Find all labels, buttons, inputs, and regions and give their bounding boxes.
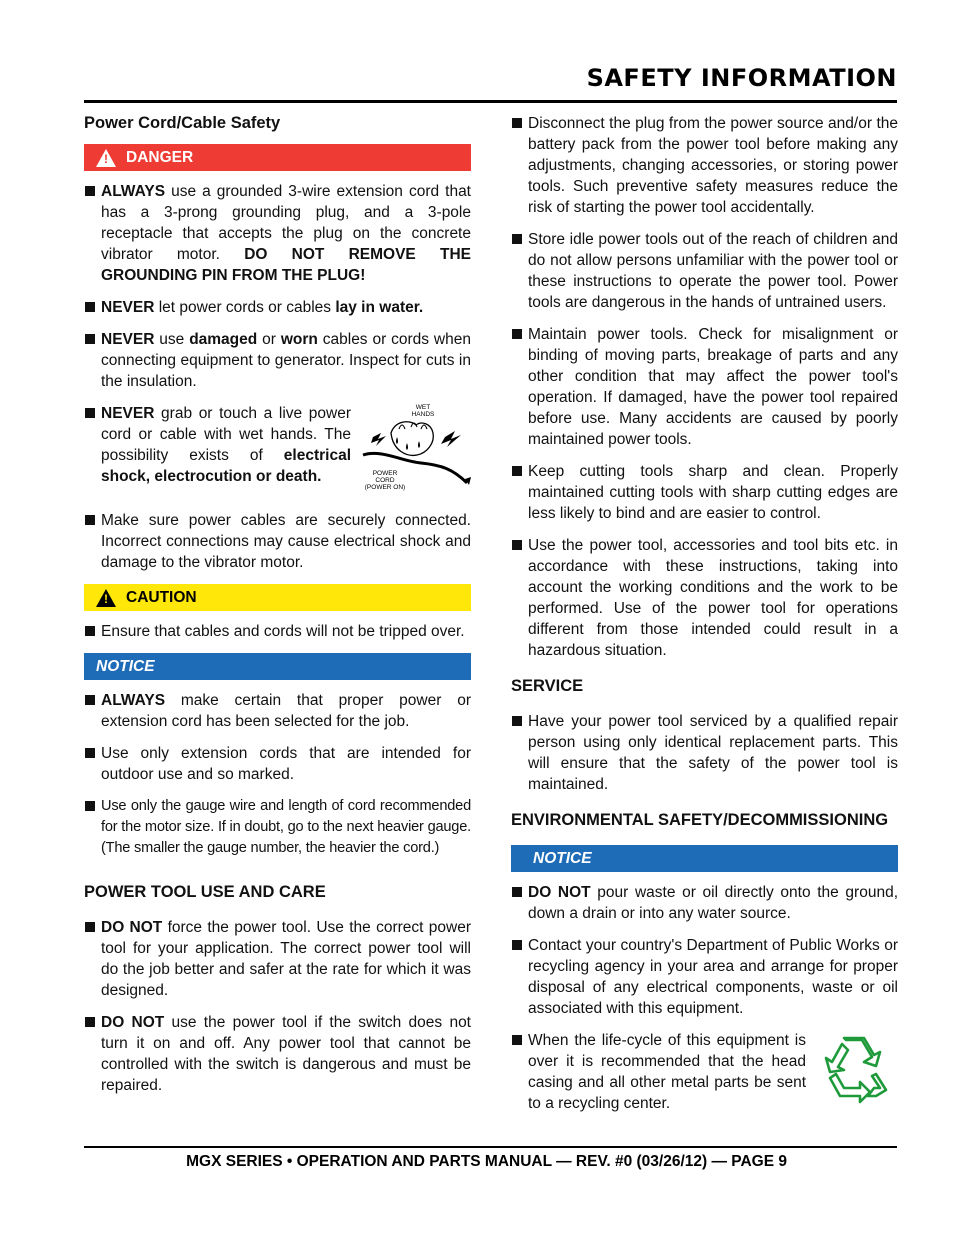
power-tool-heading: POWER TOOL USE AND CARE	[84, 883, 326, 901]
item-text: Keep cutting tools sharp and clean. Properly maintained cutting tools with sharp cutting edges are less likely to bind and are easier to control.	[528, 463, 898, 522]
item-text: or	[257, 331, 281, 348]
item-text: make certain that proper power or extension cord has been selected for the job.	[101, 692, 471, 730]
emphasis-text: NEVER	[101, 331, 155, 348]
bullet-square-icon	[512, 940, 522, 950]
item-text: let power cords or cables	[154, 299, 336, 316]
bullet-square-icon	[512, 1035, 522, 1045]
bullet-square-icon	[85, 408, 95, 418]
list-item	[84, 690, 471, 732]
bullet-square-icon	[512, 887, 522, 897]
bullet-square-icon	[85, 186, 95, 196]
emphasis-text: ALWAYS	[101, 183, 166, 200]
item-text: pour waste or oil directly onto the ground, down a drain or into any water source.	[528, 884, 898, 922]
header-rule	[84, 100, 897, 103]
environmental-heading: ENVIRONMENTAL SAFETY/DECOMMISSIONING	[511, 811, 889, 829]
bullet-square-icon	[512, 118, 522, 128]
item-text: When the life-cycle of this equipment is over it is recommended that the head casing and all other metal parts be sent to a recycling center.	[528, 1032, 806, 1112]
list-item	[84, 917, 471, 1001]
fig-label-power-on: (POWER ON)	[364, 484, 406, 491]
notice-banner	[511, 845, 898, 872]
power-cord-subhead: Power Cord/Cable Safety	[84, 114, 281, 132]
item-text: Ensure that cables and cords will not be tripped over.	[101, 623, 465, 640]
list-item	[84, 796, 471, 859]
emphasis-text: NEVER	[101, 299, 155, 316]
bullet-square-icon	[512, 329, 522, 339]
list-item	[511, 324, 898, 450]
item-text: Use only the gauge wire and length of cord recommended for the motor size. If in doubt, go to the next heavier gauge. (The smaller the gauge number, the heavier the cord.)	[101, 798, 471, 856]
emphasis-text: DO NOT	[101, 919, 163, 936]
item-text: Store idle power tools out of the reach of children and do not allow persons unfamiliar with the power tool or these instructions to operate the power tool. Power tools are dangerous in the hands of untrained users.	[528, 231, 898, 311]
item-body	[101, 403, 351, 487]
fig-label-hands: HANDS	[411, 411, 435, 418]
danger-banner	[84, 144, 471, 171]
warning-triangle-icon: !	[96, 149, 116, 167]
bullet-square-icon	[85, 626, 95, 636]
item-text: force the power tool. Use the correct power tool for your application. The correct power tool will do the job better and safer at the rate for which it was designed.	[101, 919, 471, 999]
bullet-square-icon	[85, 801, 95, 811]
list-item	[511, 711, 898, 795]
left-column	[84, 113, 471, 1107]
list-item	[84, 181, 471, 286]
item-text: Use only extension cords that are intended for outdoor use and so marked.	[101, 745, 471, 783]
list-item	[511, 461, 898, 524]
warning-triangle-icon: !	[96, 589, 116, 607]
bullet-square-icon	[512, 716, 522, 726]
notice-label: NOTICE	[533, 850, 592, 867]
lightning-icon	[371, 433, 386, 446]
fig-label-power: POWER	[372, 470, 398, 477]
bullet-square-icon	[512, 234, 522, 244]
item-text: Use the power tool, accessories and tool bits etc. in accordance with these instructions, taking into account the working conditions and the work to be performed. Use of the power tool for operations different from those intended could result in a hazardous situation.	[528, 537, 898, 659]
list-item	[84, 743, 471, 785]
list-item	[511, 935, 898, 1019]
bullet-square-icon	[85, 1017, 95, 1027]
list-item	[511, 535, 898, 661]
item-text: grab or touch a live power cord or cable with wet hands. The possibility exists of	[101, 405, 351, 464]
list-item	[511, 1030, 898, 1114]
recycle-icon	[818, 1030, 898, 1110]
lightning-icon	[441, 431, 461, 447]
item-text: use	[154, 331, 190, 348]
emphasis-text: DO NOT	[101, 1014, 165, 1031]
emphasis-text: electrical shock, electrocution or death.	[101, 447, 351, 485]
right-column	[511, 113, 898, 1125]
bullet-square-icon	[85, 922, 95, 932]
emphasis-text: damaged	[189, 331, 258, 348]
bullet-square-icon	[85, 302, 95, 312]
bullet-square-icon	[85, 515, 95, 525]
item-text: use a grounded 3-wire extension cord that has a 3-prong grounding plug, and a 3-pole receptacle that accepts the plug on the concrete vibrator motor.	[101, 183, 471, 263]
list-item	[84, 329, 471, 392]
list-item	[84, 1012, 471, 1096]
list-item	[84, 510, 471, 573]
item-text: Contact your country's Department of Public Works or recycling agency in your area and arrange for proper disposal of any electrical components, waste or oil associated with this equipment.	[528, 937, 898, 1017]
item-text: Disconnect the plug from the power source and/or the battery pack from the power tool before making any adjustments, changing accessories, or storing power tools. Such preventive safety measures reduce the risk of starting the power tool accidentally.	[528, 115, 898, 216]
emphasis-text: worn	[280, 331, 318, 348]
footer-rule	[84, 1146, 897, 1148]
bullet-square-icon	[85, 695, 95, 705]
caution-banner	[84, 584, 471, 611]
list-item	[511, 882, 898, 924]
bullet-square-icon	[512, 540, 522, 550]
notice-label: NOTICE	[96, 658, 155, 675]
wet-hands-illustration	[361, 403, 471, 499]
list-item	[511, 229, 898, 313]
emphasis-text: DO NOT REMOVE THE GROUNDING PIN FROM THE PLUG!	[101, 246, 471, 284]
item-text: Have your power tool serviced by a qualified repair person using only identical replacement parts. This will ensure that the safety of the power tool is maintained.	[528, 713, 898, 793]
item-text: Make sure power cables are securely connected. Incorrect connections may cause electrical shock and damage to the vibrator motor.	[101, 512, 471, 571]
list-item	[84, 621, 471, 642]
list-item	[84, 297, 471, 318]
item-body	[528, 1030, 808, 1114]
emphasis-text: NEVER	[101, 405, 155, 422]
item-text: use the power tool if the switch does not turn it on and off. Any power tool that cannot be controlled with the switch is dangerous and must be repaired.	[101, 1014, 471, 1094]
service-heading: SERVICE	[511, 677, 584, 695]
list-item	[84, 403, 471, 499]
danger-label: DANGER	[126, 149, 194, 166]
list-item	[511, 113, 898, 218]
bullet-square-icon	[512, 466, 522, 476]
notice-banner	[84, 653, 471, 680]
fig-label-cord: CORD	[375, 477, 395, 484]
fig-label-wet: WET	[415, 404, 431, 411]
page-title: SAFETY INFORMATION	[586, 64, 897, 92]
item-text: cables or cords when connecting equipment to generator. Inspect for cuts in the insulation.	[101, 331, 471, 390]
page-footer: MGX SERIES • OPERATION AND PARTS MANUAL — REV. #0 (03/26/12) — PAGE 9	[186, 1153, 787, 1170]
emphasis-text: ALWAYS	[101, 692, 166, 709]
item-text: Maintain power tools. Check for misalignment or binding of moving parts, breakage of parts and any other condition that may affect the power tool's operation. If damaged, have the power tool repaired before use. Many accidents are caused by poorly maintained power tools.	[528, 326, 898, 448]
bullet-square-icon	[85, 748, 95, 758]
emphasis-text: lay in water.	[335, 299, 424, 316]
bullet-square-icon	[85, 334, 95, 344]
emphasis-text: DO NOT	[528, 884, 591, 901]
caution-label: CAUTION	[126, 589, 197, 606]
